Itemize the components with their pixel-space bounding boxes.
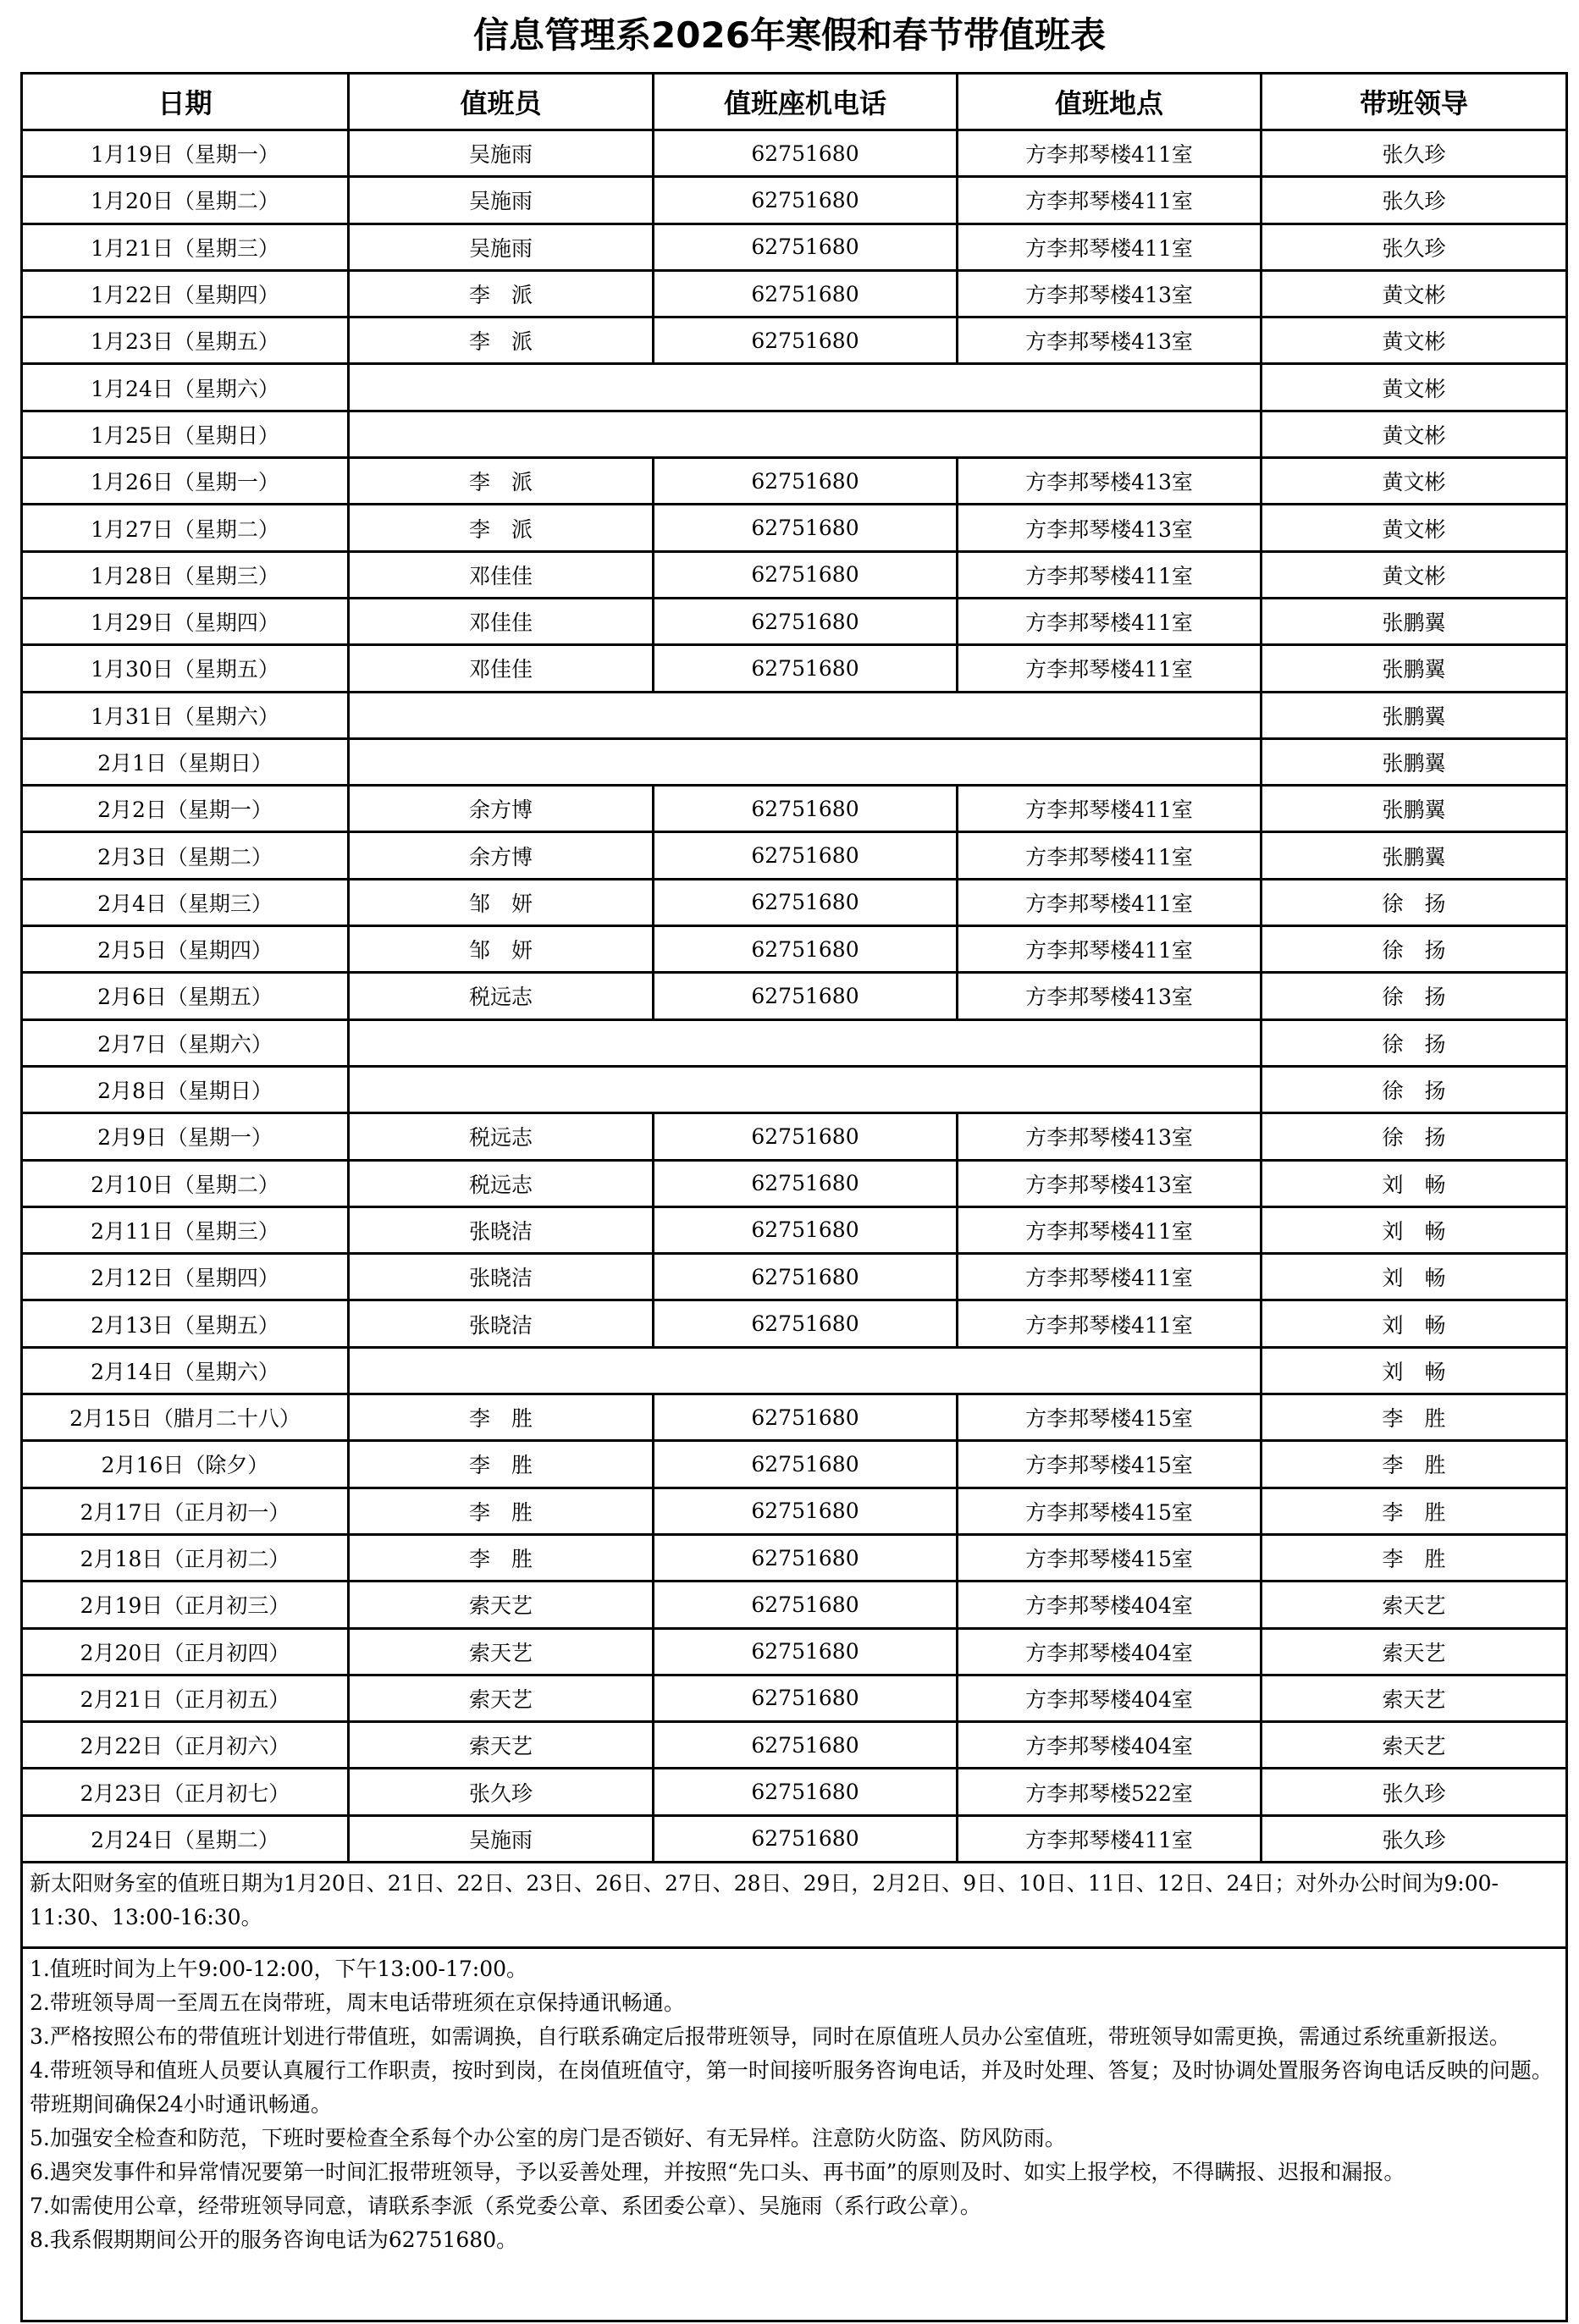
note-item: 3.严格按照公布的带值班计划进行带值班，如需调换，自行联系确定后报带班领导，同时在原值班人员办公室值班，带班领导如需更换，需通过系统重新报送。 xyxy=(30,2023,1510,2049)
table-row xyxy=(22,364,1567,411)
location-cell: 方李邦琴楼415室 xyxy=(958,1488,1262,1534)
table-row xyxy=(22,130,1567,177)
leader-cell: 李 胜 xyxy=(1262,1534,1567,1581)
notes-list xyxy=(22,1947,1567,2321)
table-row xyxy=(22,926,1567,973)
location-cell: 方李邦琴楼411室 xyxy=(958,1815,1262,1862)
table-row xyxy=(22,1769,1567,1815)
staff-cell: 张久珍 xyxy=(349,1769,654,1815)
date-cell: 1月29日（星期四） xyxy=(22,598,349,644)
date-cell: 2月18日（正月初二） xyxy=(22,1534,349,1581)
staff-cell: 邹 妍 xyxy=(349,879,654,925)
date-cell: 1月20日（星期二） xyxy=(22,177,349,224)
leader-cell: 张久珍 xyxy=(1262,1815,1567,1862)
location-cell: 方李邦琴楼411室 xyxy=(958,130,1262,177)
header-date: 日期 xyxy=(22,74,349,130)
staff-cell: 税远志 xyxy=(349,973,654,1019)
finance-note-row xyxy=(22,1862,1567,1947)
leader-cell: 李 胜 xyxy=(1262,1488,1567,1534)
date-cell: 2月3日（星期二） xyxy=(22,832,349,879)
leader-cell: 徐 扬 xyxy=(1262,1066,1567,1112)
location-cell: 方李邦琴楼411室 xyxy=(958,786,1262,832)
date-cell: 2月10日（星期二） xyxy=(22,1160,349,1206)
phone-cell: 62751680 xyxy=(654,458,958,505)
phone-cell: 62751680 xyxy=(654,1534,958,1581)
leader-cell: 张鹏翼 xyxy=(1262,598,1567,644)
table-row xyxy=(22,1675,1567,1721)
leader-cell: 徐 扬 xyxy=(1262,879,1567,925)
table-row xyxy=(22,270,1567,317)
staff-cell: 吴施雨 xyxy=(349,1815,654,1862)
date-cell: 1月31日（星期六） xyxy=(22,692,349,738)
leader-cell: 黄文彬 xyxy=(1262,458,1567,505)
empty-merged-cell xyxy=(349,738,1262,785)
staff-cell: 税远志 xyxy=(349,1160,654,1206)
staff-cell: 税远志 xyxy=(349,1113,654,1160)
phone-cell: 62751680 xyxy=(654,645,958,692)
leader-cell: 黄文彬 xyxy=(1262,364,1567,411)
leader-cell: 刘 畅 xyxy=(1262,1160,1567,1206)
date-cell: 2月2日（星期一） xyxy=(22,786,349,832)
table-row xyxy=(22,1815,1567,1862)
location-cell: 方李邦琴楼411室 xyxy=(958,551,1262,598)
date-cell: 2月16日（除夕） xyxy=(22,1441,349,1488)
date-cell: 2月13日（星期五） xyxy=(22,1300,349,1347)
leader-cell: 李 胜 xyxy=(1262,1394,1567,1441)
phone-cell: 62751680 xyxy=(654,1113,958,1160)
phone-cell: 62751680 xyxy=(654,1675,958,1721)
date-cell: 2月21日（正月初五） xyxy=(22,1675,349,1721)
location-cell: 方李邦琴楼415室 xyxy=(958,1534,1262,1581)
phone-cell: 62751680 xyxy=(654,926,958,973)
table-row xyxy=(22,1254,1567,1300)
date-cell: 1月21日（星期三） xyxy=(22,224,349,270)
table-row xyxy=(22,1206,1567,1253)
staff-cell: 李 胜 xyxy=(349,1534,654,1581)
staff-cell: 李 派 xyxy=(349,317,654,364)
table-row xyxy=(22,832,1567,879)
leader-cell: 徐 扬 xyxy=(1262,973,1567,1019)
location-cell: 方李邦琴楼404室 xyxy=(958,1628,1262,1675)
date-cell: 1月25日（星期日） xyxy=(22,411,349,457)
location-cell: 方李邦琴楼404室 xyxy=(958,1722,1262,1769)
table-row xyxy=(22,317,1567,364)
leader-cell: 张久珍 xyxy=(1262,1769,1567,1815)
date-cell: 2月17日（正月初一） xyxy=(22,1488,349,1534)
phone-cell: 62751680 xyxy=(654,1769,958,1815)
phone-cell: 62751680 xyxy=(654,1254,958,1300)
date-cell: 2月5日（星期四） xyxy=(22,926,349,973)
location-cell: 方李邦琴楼413室 xyxy=(958,317,1262,364)
leader-cell: 张鹏翼 xyxy=(1262,786,1567,832)
table-row xyxy=(22,1066,1567,1112)
date-cell: 2月11日（星期三） xyxy=(22,1206,349,1253)
table-row xyxy=(22,177,1567,224)
table-row xyxy=(22,458,1567,505)
location-cell: 方李邦琴楼411室 xyxy=(958,224,1262,270)
staff-cell: 索天艺 xyxy=(349,1582,654,1628)
finance-note: 新太阳财务室的值班日期为1月20日、21日、22日、23日、26日、27日、28日、29日，2月2日、9日、10日、11日、12日、24日；对外办公时间为9:00-11:30、13:00-16:30。 xyxy=(22,1862,1567,1947)
leader-cell: 张久珍 xyxy=(1262,224,1567,270)
location-cell: 方李邦琴楼404室 xyxy=(958,1582,1262,1628)
staff-cell: 李 胜 xyxy=(349,1441,654,1488)
table-row xyxy=(22,645,1567,692)
staff-cell: 吴施雨 xyxy=(349,224,654,270)
table-row xyxy=(22,598,1567,644)
staff-cell: 余方博 xyxy=(349,786,654,832)
staff-cell: 李 派 xyxy=(349,505,654,551)
phone-cell: 62751680 xyxy=(654,1160,958,1206)
phone-cell: 62751680 xyxy=(654,505,958,551)
phone-cell: 62751680 xyxy=(654,1394,958,1441)
date-cell: 2月19日（正月初三） xyxy=(22,1582,349,1628)
header-phone: 值班座机电话 xyxy=(654,74,958,130)
empty-merged-cell xyxy=(349,692,1262,738)
phone-cell: 62751680 xyxy=(654,879,958,925)
phone-cell: 62751680 xyxy=(654,551,958,598)
empty-merged-cell xyxy=(349,364,1262,411)
date-cell: 2月4日（星期三） xyxy=(22,879,349,925)
note-item: 7.如需使用公章，经带班领导同意，请联系李派（系党委公章、系团委公章）、吴施雨（系行政公章）。 xyxy=(30,2193,981,2218)
location-cell: 方李邦琴楼411室 xyxy=(958,177,1262,224)
location-cell: 方李邦琴楼415室 xyxy=(958,1394,1262,1441)
table-row xyxy=(22,1628,1567,1675)
date-cell: 1月30日（星期五） xyxy=(22,645,349,692)
phone-cell: 62751680 xyxy=(654,1441,958,1488)
location-cell: 方李邦琴楼411室 xyxy=(958,1254,1262,1300)
page-title: 信息管理系2026年寒假和春节带值班表 xyxy=(473,14,1106,56)
table-row xyxy=(22,1300,1567,1347)
leader-cell: 黄文彬 xyxy=(1262,411,1567,457)
leader-cell: 刘 畅 xyxy=(1262,1254,1567,1300)
table-row xyxy=(22,224,1567,270)
note-item: 8.我系假期期间公开的服务咨询电话为62751680。 xyxy=(30,2227,518,2252)
date-cell: 1月22日（星期四） xyxy=(22,270,349,317)
staff-cell: 吴施雨 xyxy=(349,130,654,177)
table-row xyxy=(22,505,1567,551)
location-cell: 方李邦琴楼404室 xyxy=(958,1675,1262,1721)
leader-cell: 徐 扬 xyxy=(1262,926,1567,973)
location-cell: 方李邦琴楼411室 xyxy=(958,645,1262,692)
table-row xyxy=(22,1113,1567,1160)
date-cell: 2月22日（正月初六） xyxy=(22,1722,349,1769)
date-cell: 1月19日（星期一） xyxy=(22,130,349,177)
date-cell: 1月27日（星期二） xyxy=(22,505,349,551)
empty-merged-cell xyxy=(349,411,1262,457)
leader-cell: 张久珍 xyxy=(1262,177,1567,224)
date-cell: 2月15日（腊月二十八） xyxy=(22,1394,349,1441)
date-cell: 2月12日（星期四） xyxy=(22,1254,349,1300)
phone-cell: 62751680 xyxy=(654,1582,958,1628)
leader-cell: 索天艺 xyxy=(1262,1582,1567,1628)
table-row xyxy=(22,692,1567,738)
staff-cell: 邹 妍 xyxy=(349,926,654,973)
empty-merged-cell xyxy=(349,1347,1262,1394)
phone-cell: 62751680 xyxy=(654,270,958,317)
table-row xyxy=(22,411,1567,457)
location-cell: 方李邦琴楼413室 xyxy=(958,505,1262,551)
staff-cell: 吴施雨 xyxy=(349,177,654,224)
header-location: 值班地点 xyxy=(958,74,1262,130)
staff-cell: 邓佳佳 xyxy=(349,645,654,692)
phone-cell: 62751680 xyxy=(654,224,958,270)
table-row xyxy=(22,1534,1567,1581)
location-cell: 方李邦琴楼411室 xyxy=(958,926,1262,973)
phone-cell: 62751680 xyxy=(654,1815,958,1862)
leader-cell: 张鹏翼 xyxy=(1262,692,1567,738)
date-cell: 1月28日（星期三） xyxy=(22,551,349,598)
location-cell: 方李邦琴楼413室 xyxy=(958,458,1262,505)
note-item: 4.带班领导和值班人员要认真履行工作职责，按时到岗，在岗值班值守，第一时间接听服务咨询电话，并及时处理、答复；及时协调处置服务咨询电话反映的问题。带班期间确保24小时通讯畅通。 xyxy=(30,2057,1553,2117)
leader-cell: 刘 畅 xyxy=(1262,1300,1567,1347)
table-row xyxy=(22,1394,1567,1441)
leader-cell: 黄文彬 xyxy=(1262,505,1567,551)
table-row xyxy=(22,786,1567,832)
staff-cell: 李 胜 xyxy=(349,1394,654,1441)
leader-cell: 索天艺 xyxy=(1262,1675,1567,1721)
staff-cell: 李 派 xyxy=(349,270,654,317)
staff-cell: 邓佳佳 xyxy=(349,598,654,644)
table-body xyxy=(22,130,1567,1863)
table-row xyxy=(22,1347,1567,1394)
table-row xyxy=(22,973,1567,1019)
note-item: 1.值班时间为上午9:00-12:00，下午13:00-17:00。 xyxy=(30,1956,528,1981)
leader-cell: 索天艺 xyxy=(1262,1628,1567,1675)
date-cell: 2月9日（星期一） xyxy=(22,1113,349,1160)
staff-cell: 李 派 xyxy=(349,458,654,505)
phone-cell: 62751680 xyxy=(654,1722,958,1769)
leader-cell: 黄文彬 xyxy=(1262,270,1567,317)
date-cell: 1月26日（星期一） xyxy=(22,458,349,505)
table-row xyxy=(22,879,1567,925)
location-cell: 方李邦琴楼413室 xyxy=(958,1160,1262,1206)
staff-cell: 索天艺 xyxy=(349,1675,654,1721)
table-header-row xyxy=(22,74,1567,130)
location-cell: 方李邦琴楼411室 xyxy=(958,1300,1262,1347)
location-cell: 方李邦琴楼411室 xyxy=(958,598,1262,644)
table-row xyxy=(22,1582,1567,1628)
table-row xyxy=(22,1488,1567,1534)
staff-cell: 索天艺 xyxy=(349,1722,654,1769)
leader-cell: 张鹏翼 xyxy=(1262,832,1567,879)
leader-cell: 张久珍 xyxy=(1262,130,1567,177)
table-row xyxy=(22,1019,1567,1066)
staff-cell: 索天艺 xyxy=(349,1628,654,1675)
header-staff: 值班员 xyxy=(349,74,654,130)
leader-cell: 刘 畅 xyxy=(1262,1347,1567,1394)
date-cell: 1月24日（星期六） xyxy=(22,364,349,411)
phone-cell: 62751680 xyxy=(654,1300,958,1347)
phone-cell: 62751680 xyxy=(654,832,958,879)
phone-cell: 62751680 xyxy=(654,177,958,224)
staff-cell: 邓佳佳 xyxy=(349,551,654,598)
location-cell: 方李邦琴楼522室 xyxy=(958,1769,1262,1815)
phone-cell: 62751680 xyxy=(654,598,958,644)
table-row xyxy=(22,1160,1567,1206)
leader-cell: 黄文彬 xyxy=(1262,551,1567,598)
leader-cell: 李 胜 xyxy=(1262,1441,1567,1488)
date-cell: 1月23日（星期五） xyxy=(22,317,349,364)
notes-row xyxy=(22,1947,1567,2321)
date-cell: 2月24日（星期二） xyxy=(22,1815,349,1862)
note-item: 2.带班领导周一至周五在岗带班，周末电话带班须在京保持通讯畅通。 xyxy=(30,1990,685,2015)
table-row xyxy=(22,738,1567,785)
phone-cell: 62751680 xyxy=(654,1628,958,1675)
leader-cell: 徐 扬 xyxy=(1262,1113,1567,1160)
location-cell: 方李邦琴楼411室 xyxy=(958,1206,1262,1253)
table-row xyxy=(22,1722,1567,1769)
date-cell: 2月1日（星期日） xyxy=(22,738,349,785)
location-cell: 方李邦琴楼413室 xyxy=(958,973,1262,1019)
date-cell: 2月23日（正月初七） xyxy=(22,1769,349,1815)
note-item: 6.遇突发事件和异常情况要第一时间汇报带班领导，予以妥善处理，并按照“先口头、再书面”的原则及时、如实上报学校，不得瞒报、迟报和漏报。 xyxy=(30,2159,1405,2184)
date-cell: 2月6日（星期五） xyxy=(22,973,349,1019)
leader-cell: 黄文彬 xyxy=(1262,317,1567,364)
date-cell: 2月8日（星期日） xyxy=(22,1066,349,1112)
date-cell: 2月20日（正月初四） xyxy=(22,1628,349,1675)
leader-cell: 徐 扬 xyxy=(1262,1019,1567,1066)
leader-cell: 张鹏翼 xyxy=(1262,645,1567,692)
phone-cell: 62751680 xyxy=(654,1206,958,1253)
staff-cell: 张晓洁 xyxy=(349,1206,654,1253)
leader-cell: 索天艺 xyxy=(1262,1722,1567,1769)
location-cell: 方李邦琴楼415室 xyxy=(958,1441,1262,1488)
duty-schedule-table xyxy=(20,72,1568,2322)
date-cell: 2月14日（星期六） xyxy=(22,1347,349,1394)
leader-cell: 张鹏翼 xyxy=(1262,738,1567,785)
leader-cell: 刘 畅 xyxy=(1262,1206,1567,1253)
header-leader: 带班领导 xyxy=(1262,74,1567,130)
table-row xyxy=(22,1441,1567,1488)
staff-cell: 张晓洁 xyxy=(349,1254,654,1300)
phone-cell: 62751680 xyxy=(654,317,958,364)
staff-cell: 张晓洁 xyxy=(349,1300,654,1347)
location-cell: 方李邦琴楼411室 xyxy=(958,879,1262,925)
empty-merged-cell xyxy=(349,1019,1262,1066)
staff-cell: 余方博 xyxy=(349,832,654,879)
phone-cell: 62751680 xyxy=(654,973,958,1019)
date-cell: 2月7日（星期六） xyxy=(22,1019,349,1066)
phone-cell: 62751680 xyxy=(654,1488,958,1534)
location-cell: 方李邦琴楼413室 xyxy=(958,270,1262,317)
phone-cell: 62751680 xyxy=(654,130,958,177)
location-cell: 方李邦琴楼411室 xyxy=(958,832,1262,879)
table-row xyxy=(22,551,1567,598)
staff-cell: 李 胜 xyxy=(349,1488,654,1534)
note-item: 5.加强安全检查和防范，下班时要检查全系每个办公室的房门是否锁好、有无异样。注意防火防盗、防风防雨。 xyxy=(30,2125,1066,2150)
empty-merged-cell xyxy=(349,1066,1262,1112)
location-cell: 方李邦琴楼413室 xyxy=(958,1113,1262,1160)
phone-cell: 62751680 xyxy=(654,786,958,832)
